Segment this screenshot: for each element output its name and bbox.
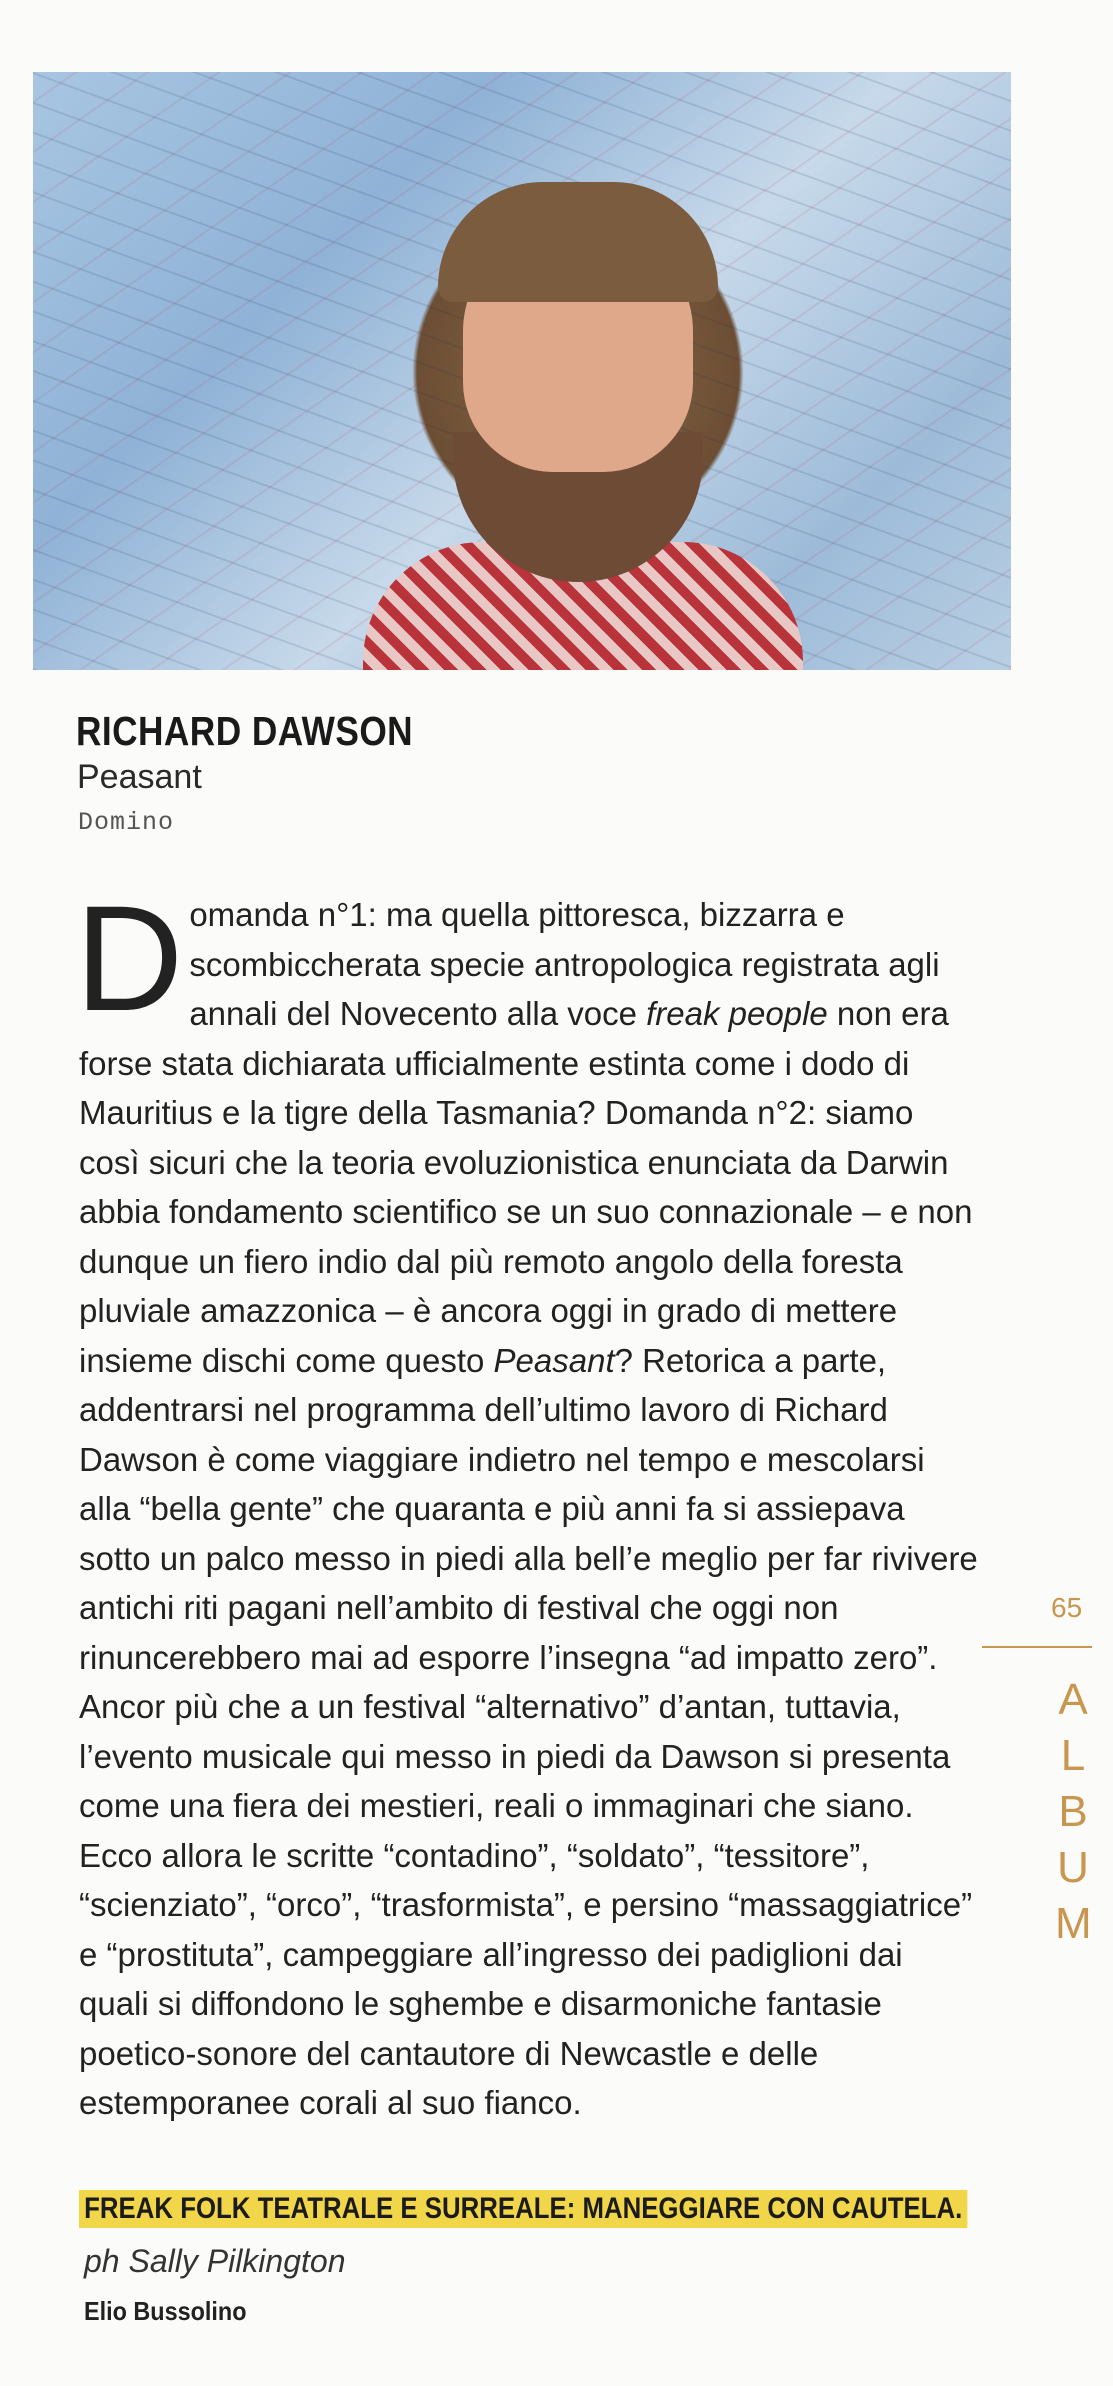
margin-rule: [982, 1646, 1092, 1648]
review-text-2: non era forse stata dichiarata ufficialmente estinta come i dodo di Mauritius e la tigre della Tasmania? Domanda n°2: siamo così sicuri che la teoria evoluzionistica enunciata da Darwin abbia fondamento scientifico se un suo connazionale – e non dunque un fiero indio dal più remoto angolo della foresta pluviale amazzonica – è ancora oggi in grado di mettere insieme dischi come questo: [79, 995, 973, 1379]
section-letter: U: [1057, 1843, 1089, 1892]
review-italic-peasant: Peasant: [493, 1341, 615, 1379]
drop-cap: D: [75, 874, 184, 1042]
section-letter: M: [1055, 1899, 1092, 1948]
review-body: [75, 874, 979, 2128]
page-number: 65: [1051, 1592, 1083, 1623]
section-letter: L: [1060, 1731, 1086, 1780]
section-label-album: [1055, 1672, 1091, 1952]
photo-credit: ph Sally Pilkington: [84, 2243, 346, 2279]
review-author: Elio Bussolino: [84, 2296, 247, 2326]
section-letter: A: [1058, 1675, 1088, 1724]
hair: [438, 182, 718, 302]
review-text-3: ? Retorica a parte, addentrarsi nel programma dell’ultimo lavoro di Richard Dawson è come viaggiare indietro nel tempo e mescolarsi alla “bella gente” che quaranta e più anni fa si assiepava sotto un palco messo in piedi alla bell’e meglio per far rivivere antichi riti pagani nell’ambito di festival che oggi non rinuncerebbero mai ad esporre l’insegna “ad impatto zero”. Ancor più che a un festival “alternativo” d’antan, tuttavia, l’evento musicale qui messo in piedi da Dawson si presenta come una fiera dei mestieri, reali o immaginari che siano. Ecco allora le scritte “contadino”, “soldato”, “tessitore”, “scienziato”, “orco”, “trasformista”, e persino “massaggiatrice” e “prostituta”, campeggiare all’ingresso dei padiglioni dai quali si diffondono le sghembe e disarmoniche fantasie poetico-sonore del cantautore di Newcastle e delle estemporanee corali al suo fianco.: [79, 1341, 978, 2121]
review-italic-freak: freak people: [646, 995, 828, 1032]
record-label: Domino: [78, 808, 175, 837]
review-text-1: omanda n°1: ma quella pittoresca, bizzarra e scombiccherata specie antropologica registrata agli annali del Novecento alla voce: [189, 896, 940, 1032]
section-letter: B: [1058, 1787, 1088, 1836]
album-title: Peasant: [77, 758, 202, 796]
artist-name: RICHARD DAWSON: [76, 708, 414, 754]
verdict-highlight: FREAK FOLK TEATRALE E SURREALE: MANEGGIARE CON CAUTELA.: [79, 2190, 967, 2228]
artist-photo: [33, 72, 1011, 670]
